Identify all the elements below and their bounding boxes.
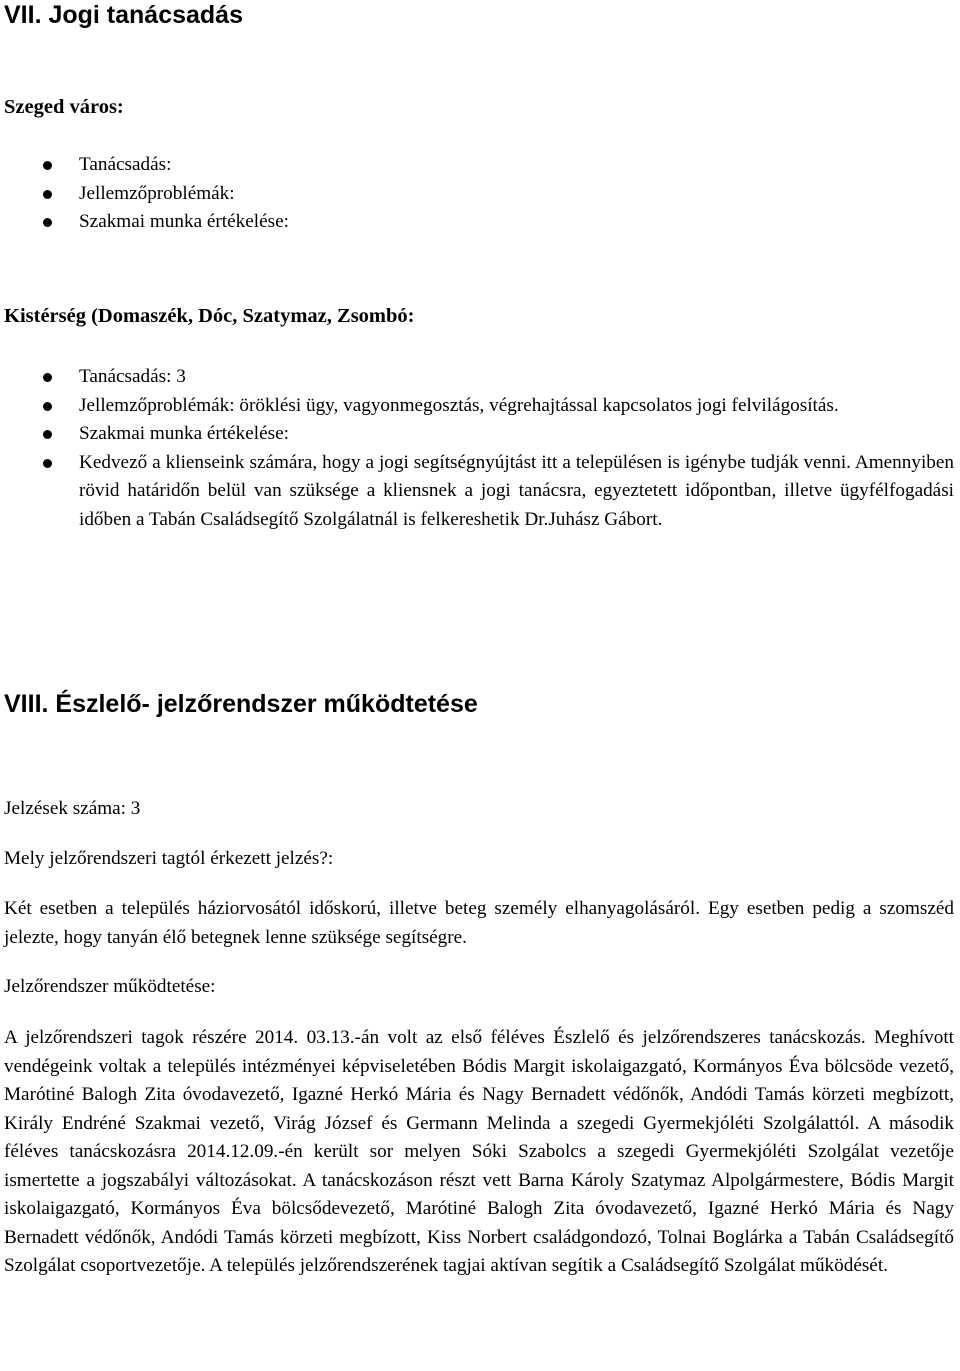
- section-7-title: VII. Jogi tanácsadás: [4, 1, 243, 29]
- jelzes-answer: Két esetben a település háziorvosától időskorú, illetve beteg személy elhanyagolásáról. Egy esetben pedig a szomszéd jelezte, hogy tanyán élő betegnek lenne szüksége segítségre.: [4, 898, 954, 948]
- bullet-icon: [43, 190, 52, 199]
- szeged-list: [4, 151, 954, 237]
- bullet-icon: [43, 402, 52, 411]
- list-item: Szakmai munka értékelése:: [4, 420, 954, 449]
- bullet-icon: [43, 161, 52, 170]
- section-8-title: VIII. Észlelő- jelzőrendszer működtetése: [4, 690, 478, 718]
- list-item: Kedvező a klienseink számára, hogy a jogi segítségnyújtást itt a településen is igénybe tudják venni. Amennyiben rövid határidőn belül van szüksége a kliensnek a jogi tanácsra, egyeztetett időpontban, illetve ügyfélfogadási időben a Tabán Családsegítő Szolgálatnál is felkereshetik Dr.Juhász Gábort.: [4, 449, 954, 535]
- kisterseg-list: [4, 363, 954, 534]
- mukodtetes-label: Jelzőrendszer működtetése:: [4, 976, 216, 997]
- szeged-heading: Szeged város:: [4, 96, 124, 118]
- list-item: Tanácsadás: 3: [4, 363, 954, 392]
- jelzesek-szama: Jelzések száma: 3: [4, 798, 141, 819]
- kisterseg-heading: Kistérség (Domaszék, Dóc, Szatymaz, Zsombó:: [4, 305, 415, 327]
- list-item: Tanácsadás:: [4, 151, 954, 180]
- jelzes-question: Mely jelzőrendszeri tagtól érkezett jelzés?:: [4, 848, 334, 869]
- bullet-icon: [43, 373, 52, 382]
- bullet-icon: [43, 430, 52, 439]
- list-item: Szakmai munka értékelése:: [4, 208, 954, 237]
- mukodtetes-text: A jelzőrendszeri tagok részére 2014. 03.13.-án volt az első féléves Észlelő és jelzőrendszeres tanácskozás. Meghívott vendégeink voltak a település intézményei képviseletében Bódis Margit iskolaigazgató, Kormányos Éva bölcsöde vezető, Marótiné Balogh Zita óvodavezető, Igazné Herkó Mária és Nagy Bernadett védőnők, Andódi Tamás körzeti megbízott, Király Endréné Szakmai vezető, Virág József és Germann Melinda a szegedi Gyermekjóléti Szolgálattól. A második féléves tanácskozásra 2014.12.09.-én került sor melyen Sóki Szabolcs a szegedi Gyermekjóléti Szolgálat vezetője ismertette a jogszabályi változásokat. A tanácskozáson részt vett Barna Károly Szatymaz Alpolgármestere, Bódis Margit iskolaigazgató, Kormányos Éva bölcsődevezető, Marótiné Balogh Zita óvodavezető, Igazné Herkó Mária és Nagy Bernadett védőnők, Andódi Tamás körzeti megbízott, Kiss Norbert családgondozó, Tolnai Boglárka a Tabán Családsegítő Szolgálat csoportvezetője. A település jelzőrendszerének tagjai aktívan segítik a Családsegítő Szolgálat működését.: [4, 1027, 954, 1276]
- bullet-icon: [43, 459, 52, 468]
- list-item: Jellemzőproblémák: öröklési ügy, vagyonmegosztás, végrehajtással kapcsolatos jogi felvilágosítás.: [4, 392, 954, 421]
- list-item: Jellemzőproblémák:: [4, 180, 954, 209]
- bullet-icon: [43, 218, 52, 227]
